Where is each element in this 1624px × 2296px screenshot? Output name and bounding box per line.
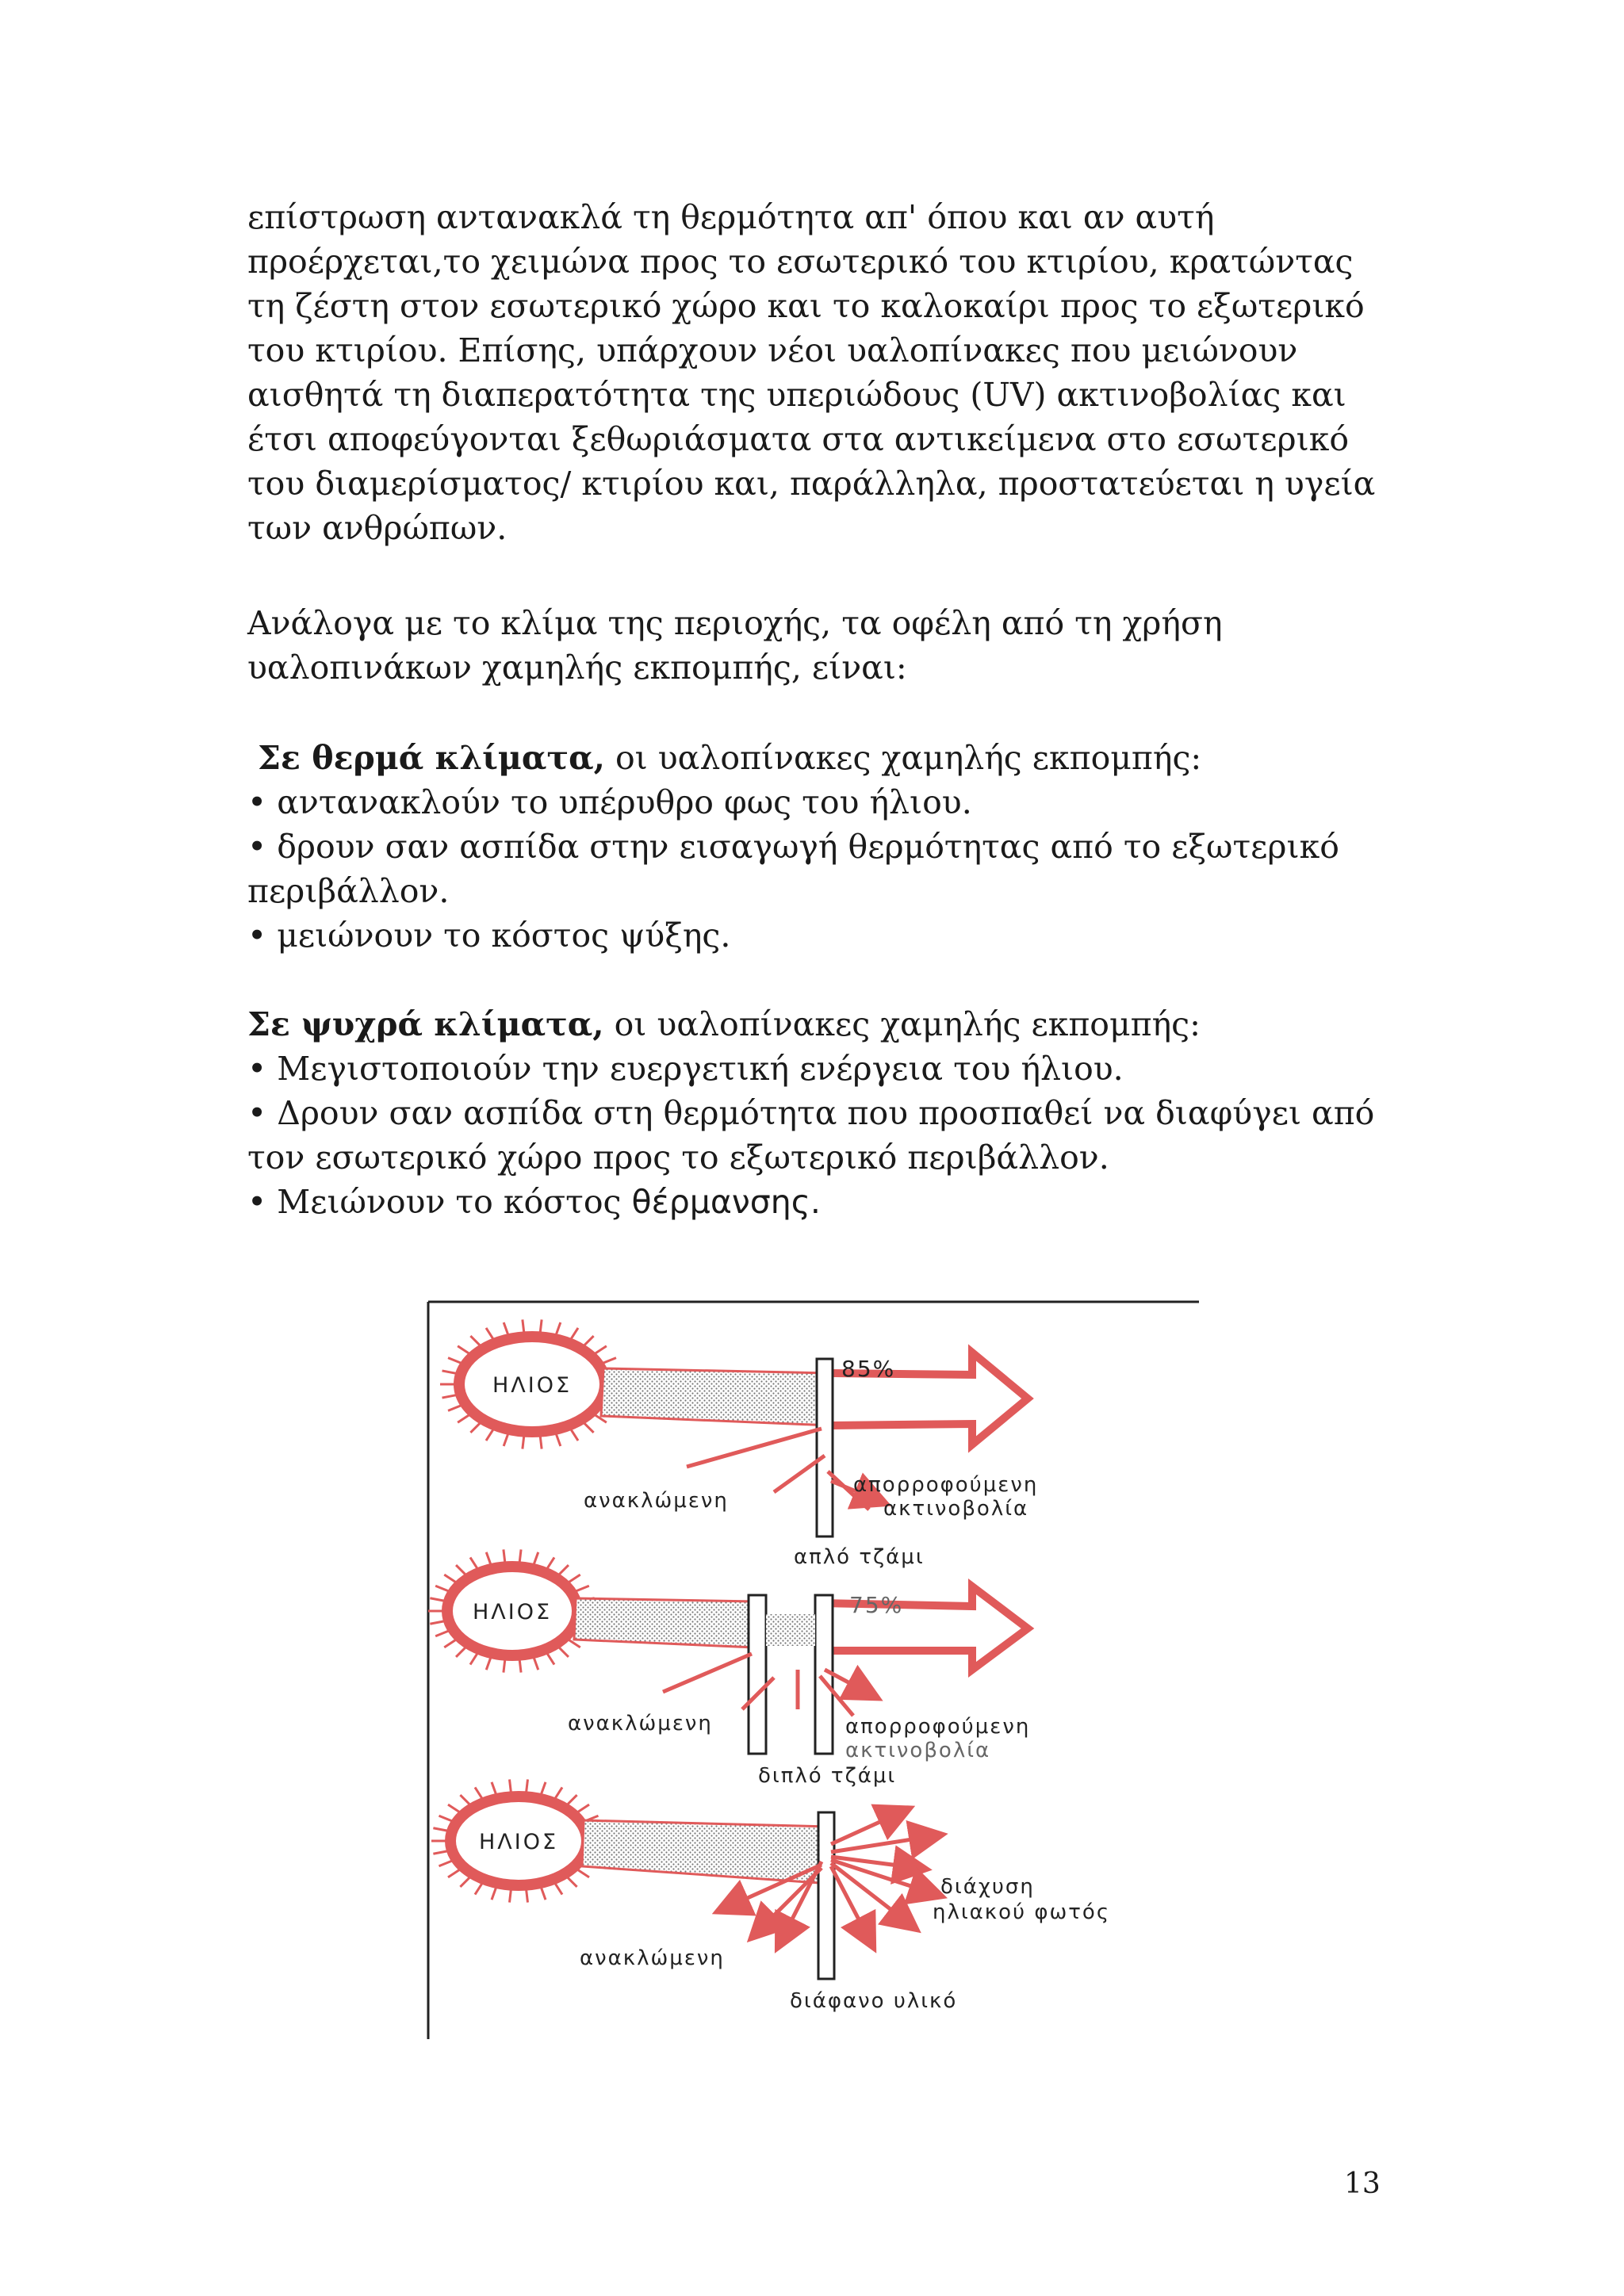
cold-bullet-word: θέρμανσης. <box>631 1183 821 1221</box>
panel-transparent-material <box>431 1779 1110 2013</box>
sun-label: ΗΛΙΟΣ <box>478 1830 559 1854</box>
absorbed-label-line2: ακτινοβολία <box>845 1739 991 1762</box>
incident-beam <box>574 1598 755 1647</box>
reflected-label: ανακλώμενη <box>580 1946 725 1970</box>
cold-climate-section <box>247 1002 1389 1224</box>
text-line: του κτιρίου. Επίσης, υπάρχουν νέοι υαλοπίνακες που μειώνουν <box>247 331 1298 369</box>
text-line: του διαμερίσματος/ κτιρίου και, παράλληλα, προστατεύεται η υγεία <box>247 465 1376 503</box>
absorbed-label-line1: απορροφούμενη <box>845 1715 1031 1739</box>
percent-label: 75% <box>849 1592 904 1618</box>
glass-pane <box>817 1359 833 1536</box>
incident-beam <box>601 1368 831 1425</box>
text-line: έτσι αποφεύγονται ξεθωριάσματα στα αντικείμενα στο εσωτερικό <box>247 420 1350 458</box>
glass-radiation-figure <box>425 1297 1202 2042</box>
gap-beam <box>766 1614 815 1646</box>
cold-bullet: τον εσωτερικό χώρο προς το εξωτερικό περιβάλλον. <box>247 1138 1109 1177</box>
cold-bullet: • Μεγιστοποιούν την ευεργετική ενέργεια του ήλιου. <box>247 1050 1124 1088</box>
cold-bullet: • Δρουν σαν ασπίδα στη θερμότητα που προσπαθεί να διαφύγει από <box>247 1094 1375 1132</box>
cold-bullet-last <box>247 1180 1389 1224</box>
page-number: 13 <box>1344 2168 1381 2200</box>
panel-single-glass <box>440 1319 1038 1569</box>
warm-climate-heading <box>247 736 1389 780</box>
warm-bullet: • δρουν σαν ασπίδα στην εισαγωγή θερμότητας από το εξωτερικό <box>247 828 1339 866</box>
glass-pane-outer <box>749 1595 766 1754</box>
text-line: Ανάλογα με το κλίμα της περιοχής, τα οφέλη από τη χρήση <box>247 604 1223 642</box>
absorbed-label-line1: απορροφούμενη <box>853 1473 1039 1497</box>
text-line: αισθητά τη διαπερατότητα της υπεριώδους (UV) ακτινοβολίας και <box>247 376 1346 414</box>
figure-svg <box>425 1297 1202 2042</box>
transparent-material-pane <box>818 1812 834 1979</box>
absorbed-label-line2: ακτινοβολία <box>883 1497 1029 1521</box>
reflected-label: ανακλώμενη <box>568 1712 713 1735</box>
warm-bullet: • αντανακλούν το υπέρυθρο φως του ήλιου. <box>247 783 972 821</box>
text-line: επίστρωση αντανακλά τη θερμότητα απ' όπου και αν αυτή <box>247 198 1215 236</box>
text-line: τη ζέστη στον εσωτερικό χώρο και το καλοκαίρι προς το εξωτερικό <box>247 287 1365 325</box>
diffusion-label-line1: διάχυση <box>940 1875 1035 1899</box>
warm-climate-section <box>247 736 1389 958</box>
sun-label: ΗΛΙΟΣ <box>492 1373 573 1398</box>
cold-climate-heading-rest: οι υαλοπίνακες χαμηλής εκπομπής: <box>603 1005 1201 1043</box>
reflected-label: ανακλώμενη <box>584 1489 729 1513</box>
cold-bullet-prefix: • Μειώνουν το κόστος <box>247 1183 632 1221</box>
warm-climate-heading-rest: οι υαλοπίνακες χαμηλής εκπομπής: <box>604 739 1202 777</box>
text-line: υαλοπινάκων χαμηλής εκπομπής, είναι: <box>247 649 907 687</box>
text-line: των ανθρώπων. <box>247 509 508 547</box>
cold-climate-heading <box>247 1002 1389 1047</box>
warm-climate-heading-bold: Σε θερμά κλίματα, <box>258 739 605 777</box>
glass-caption: διπλό τζάμι <box>758 1764 897 1788</box>
text-line: προέρχεται,το χειμώνα προς το εσωτερικό του κτιρίου, κρατώντας <box>247 243 1354 281</box>
panel-double-glass <box>428 1549 1030 1788</box>
intro-paragraph <box>247 195 1389 550</box>
warm-bullet: περιβάλλον. <box>247 872 450 910</box>
warm-bullet: • μειώνουν το κόστος ψύξης. <box>247 916 731 955</box>
glass-caption: απλό τζάμι <box>794 1545 925 1569</box>
material-caption: διάφανο υλικό <box>790 1989 958 2013</box>
diffusion-label-line2: ηλιακού φωτός <box>933 1900 1111 1924</box>
sun-label: ΗΛΙΟΣ <box>472 1600 553 1624</box>
cold-climate-heading-bold: Σε ψυχρά κλίματα, <box>247 1005 604 1043</box>
percent-label: 85% <box>841 1356 896 1382</box>
benefits-paragraph <box>247 601 1389 690</box>
incident-beam <box>582 1820 831 1884</box>
